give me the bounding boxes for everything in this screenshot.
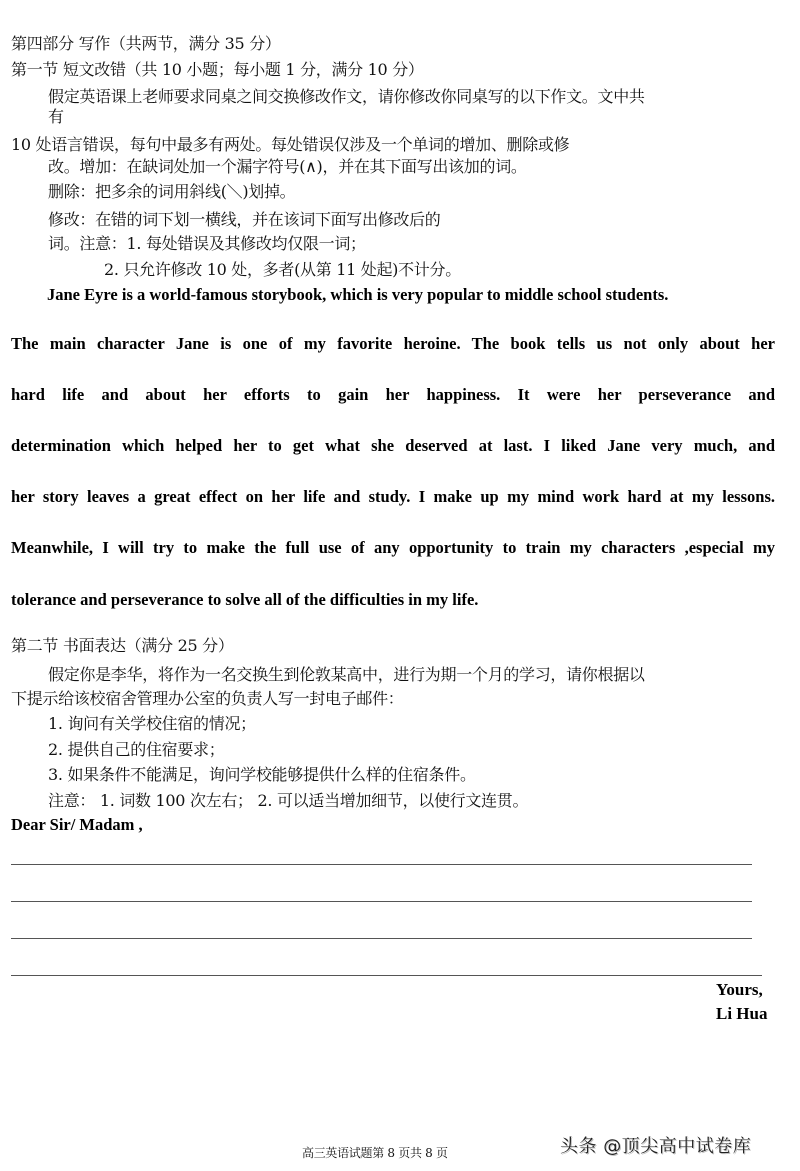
instruction-line: 2. 只允许修改 10 处，多者(从第 11 处起)不计分。 xyxy=(104,260,461,279)
prompt-point: 3. 如果条件不能满足，询问学校能够提供什么样的住宿条件。 xyxy=(48,765,476,784)
passage-line: tolerance and perseverance to solve all of the difficulties in my life. xyxy=(11,590,479,609)
passage-line: her story leaves a great effect on her life and study. I make up my mind work hard at my lessons. xyxy=(11,487,775,506)
passage-line: hard life and about her efforts to gain her happiness. It were her perseverance and xyxy=(11,385,775,404)
instruction-line: 词。注意：1. 每处错误及其修改均仅限一词； xyxy=(48,234,366,253)
instruction-line: 删除：把多余的词用斜线(＼)划掉。 xyxy=(48,182,296,201)
signature: Li Hua xyxy=(716,1004,768,1023)
prompt-notes: 注意： 1. 词数 100 次左右； 2. 可以适当增加细节，以使行文连贯。 xyxy=(48,791,529,810)
closing: Yours, xyxy=(716,980,763,999)
answer-line[interactable] xyxy=(11,901,752,902)
instruction-line: 修改：在错的词下划一横线，并在该词下面写出修改后的 xyxy=(48,210,441,229)
prompt-line: 下提示给该校宿舍管理办公室的负责人写一封电子邮件： xyxy=(11,689,404,708)
passage-line: The main character Jane is one of my favorite heroine. The book tells us not only about her xyxy=(11,334,775,353)
instruction-line: 假定英语课上老师要求同桌之间交换修改作文，请你修改你同桌写的以下作文。文中共 xyxy=(48,87,645,106)
answer-line[interactable] xyxy=(11,864,752,865)
passage-line: Meanwhile, I will try to make the full use of any opportunity to train my characters ,especial my xyxy=(11,538,775,557)
passage-line: determination which helped her to get what she deserved at last. I liked Jane very much, and xyxy=(11,436,775,455)
instruction-line: 有 xyxy=(48,107,64,126)
answer-line[interactable] xyxy=(11,938,752,939)
section2-title: 第二节 书面表达（满分 25 分） xyxy=(11,636,234,655)
page-number: 高三英语试题第 8 页共 8 页 xyxy=(302,1146,448,1160)
instruction-line: 改。增加：在缺词处加一个漏字符号(∧)，并在其下面写出该加的词。 xyxy=(48,157,527,176)
section1-title: 第一节 短文改错（共 10 小题；每小题 1 分，满分 10 分） xyxy=(11,60,424,79)
answer-line[interactable] xyxy=(11,975,762,976)
part-title: 第四部分 写作（共两节，满分 35 分） xyxy=(11,34,281,53)
prompt-point: 1. 询问有关学校住宿的情况； xyxy=(48,714,256,733)
prompt-point: 2. 提供自己的住宿要求； xyxy=(48,740,225,759)
passage-line: Jane Eyre is a world-famous storybook, which is very popular to middle school students. xyxy=(47,285,669,304)
salutation: Dear Sir/ Madam , xyxy=(11,815,143,834)
watermark: 头条 @顶尖高中试卷库 xyxy=(560,1136,752,1157)
prompt-line: 假定你是李华，将作为一名交换生到伦敦某高中，进行为期一个月的学习，请你根据以 xyxy=(48,665,645,684)
instruction-line: 10 处语言错误，每句中最多有两处。每处错误仅涉及一个单词的增加、删除或修 xyxy=(11,135,570,154)
